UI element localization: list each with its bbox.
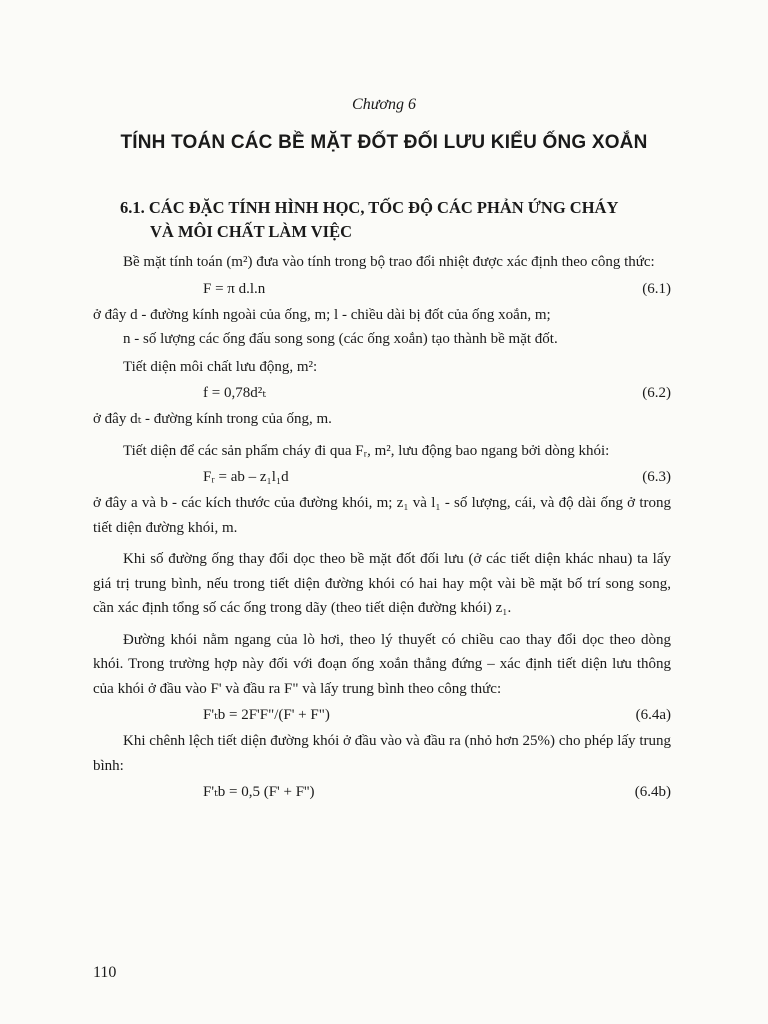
formula-expression: Fᵣ = ab – z₁l₁d: [203, 469, 289, 485]
paragraph-where-ab: ở đây a và b - các kích thước của đường khói, m; z₁ và l₁ - số lượng, cái, và độ dài ống ở trong tiết diện đường khói, m.: [93, 495, 671, 536]
formula-6-2: [93, 379, 671, 407]
formula-number: (6.2): [642, 385, 671, 401]
page-number: 110: [93, 964, 117, 981]
paragraph-section-difference: Khi chênh lệch tiết diện đường khói ở đầu vào và đầu ra (nhỏ hơn 25%) cho phép lấy trung bình:: [93, 733, 671, 774]
paragraph-horizontal-flue: Đường khói nằm ngang của lò hơi, theo lý thuyết có chiều cao thay đổi dọc theo dòng khói. Trong trường hợp này đối với đoạn ống xoắn thẳng đứng – xác định tiết diện lưu thông của khói ở đầu vào F' và đầu ra F" và lấy trung bình theo công thức:: [93, 631, 671, 697]
formula-number: (6.1): [642, 280, 671, 297]
formula-expression: F'ₜb = 2F'F"/(F' + F"): [203, 707, 330, 723]
formula-6-4a: [93, 701, 671, 729]
paragraph-where-dt: ở đây dₜ - đường kính trong của ống, m.: [93, 411, 332, 427]
formula-number: (6.4a): [635, 707, 671, 723]
body-text: [93, 250, 671, 806]
paragraph-flow-section: Tiết diện môi chất lưu động, m²:: [123, 358, 318, 375]
formula-expression: F = π d.l.n: [203, 280, 266, 297]
chapter-label: Chương 6: [352, 96, 416, 113]
formula-expression: F'ₜb = 0,5 (F' + F''): [203, 784, 315, 800]
paragraph-tube-count: Khi số đường ống thay đổi dọc theo bề mặt đốt đối lưu (ở các tiết diện khác nhau) ta lấy giá trị trung bình, nếu trong tiết diện đường khói có hai hay một vài bề mặt bố trí song song, cần xác định tổng số các ống trong dãy (theo tiết diện đường khói) z₁.: [93, 551, 671, 616]
formula-6-4b: [93, 778, 671, 806]
paragraph-where-n: n - số lượng các ống đấu song song (các ống xoắn) tạo thành bề mặt đốt.: [123, 331, 558, 347]
paragraph-flue-section: Tiết diện để các sản phẩm cháy đi qua Fᵣ, m², lưu động bao ngang bởi dòng khói:: [123, 442, 610, 459]
section-heading-line1: 6.1. CÁC ĐẶC TÍNH HÌNH HỌC, TỐC ĐỘ CÁC PHẢN ỨNG CHÁY: [120, 198, 619, 217]
formula-6-3: [93, 463, 671, 491]
formula-6-1: [93, 275, 671, 303]
section-heading: [120, 196, 680, 244]
formula-number: (6.3): [642, 469, 671, 485]
section-heading-line2: VÀ MÔI CHẤT LÀM VIỆC: [150, 222, 352, 241]
formula-number: (6.4b): [634, 784, 671, 800]
formula-expression: f = 0,78d²ₜ: [203, 385, 266, 401]
paragraph-surface-area: Bề mặt tính toán (m²) đưa vào tính trong bộ trao đổi nhiệt được xác định theo công thức:: [123, 254, 655, 270]
chapter-title: TÍNH TOÁN CÁC BỀ MẶT ĐỐT ĐỐI LƯU KIỂU ỐNG XOẮN: [120, 132, 648, 153]
paragraph-where-d: ở đây d - đường kính ngoài của ống, m; l - chiều dài bị đốt của ống xoắn, m;: [93, 306, 551, 323]
